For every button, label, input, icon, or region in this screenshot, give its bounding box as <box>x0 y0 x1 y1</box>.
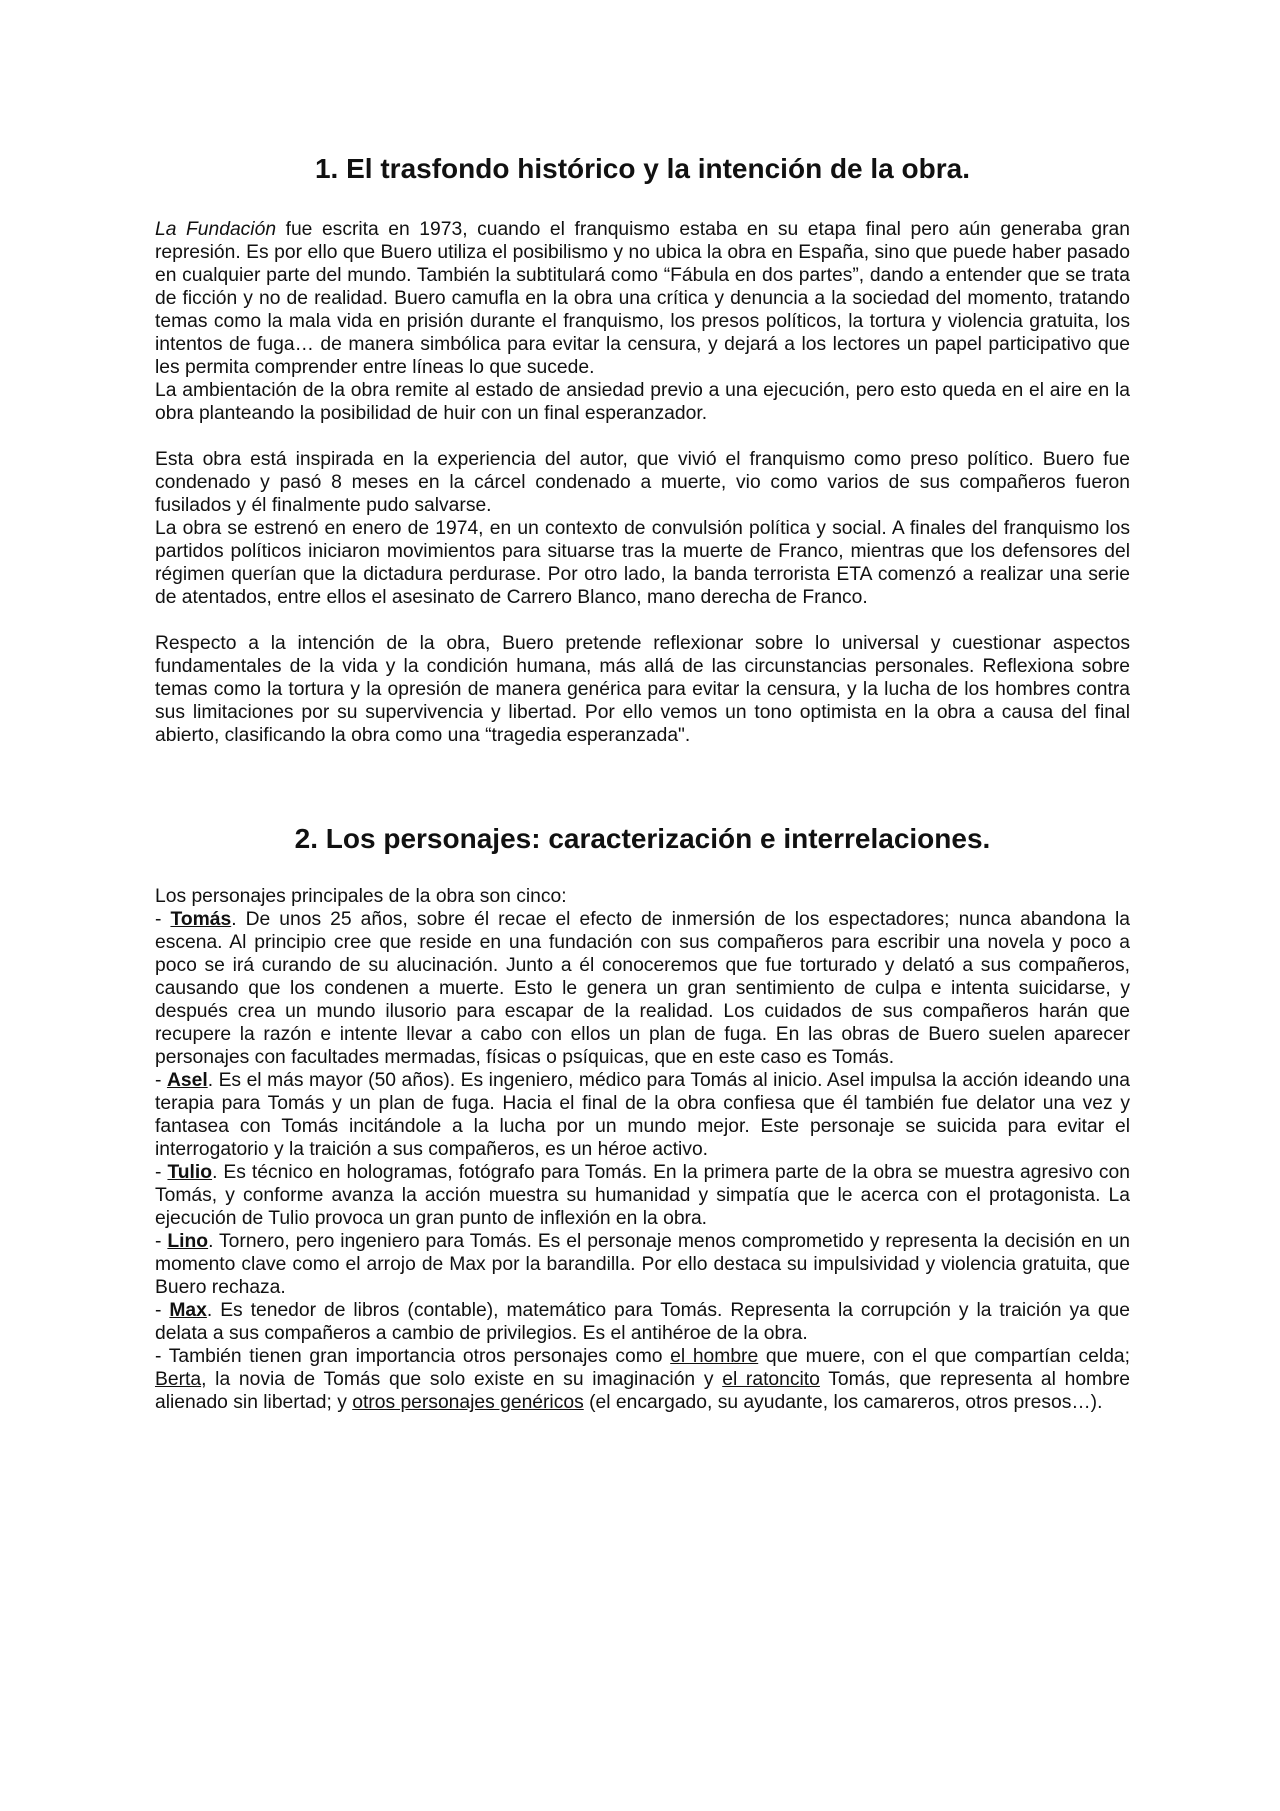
underlined-term: otros personajes genéricos <box>352 1392 584 1414</box>
character-entry-asel: - Asel. Es el más mayor (50 años). Es ingeniero, médico para Tomás al inicio. Asel impulsa la acción ideando una terapia para Tomás y un plan de fuga. Hacia el final de la obra confiesa que él también fue delator una vez y fantasea con Tomás incitándole a la lucha por un mundo mejor. Este personaje se suicida para evitar el interrogatorio y la traición a sus compañeros, es un héroe activo. <box>155 1070 1130 1161</box>
section-1-paragraph-5: Respecto a la intención de la obra, Buero pretende reflexionar sobre lo universal y cuestionar aspectos fundamentales de la vida y la condición humana, más allá de las circunstancias personales. Reflexiona sobre temas como la tortura y la opresión de manera genérica para evitar la censura, y la lucha de los hombres contra sus limitaciones por su supervivencia y libertad. Por ello vemos un tono optimista en la obra a causa del final abierto, clasificando la obra como una “tragedia esperanzada". <box>155 632 1130 746</box>
character-name: Tulio <box>167 1162 213 1184</box>
work-title: La Fundación <box>155 218 277 240</box>
character-name: Asel <box>166 1070 208 1092</box>
section-1-paragraph-1: La Fundación fue escrita en 1973, cuando el franquismo estaba en su etapa final pero aún generaba gran represión. Es por ello que Buero utiliza el posibilismo y no ubica la obra en España, sino que puede haber pasado en cualquier parte del mundo. También la subtitulará como “Fábula en dos partes”, dando a entender que se trata de ficción y no de realidad. Buero camufla en la obra una crítica y denuncia a la sociedad del momento, tratando temas como la mala vida en prisión durante el franquismo, los presos políticos, la tortura y violencia gratuita, los intentos de fuga… de manera simbólica para evitar la censura, y dejará a los lectores un papel participativo que les permita comprender entre líneas lo que sucede. <box>155 218 1130 378</box>
character-entry-lino: - Lino. Tornero, pero ingeniero para Tomás. Es el personaje menos comprometido y representa la decisión en un momento clave como el arrojo de Max por la barandilla. Por ello destaca su impulsividad y violencia gratuita, que Buero rechaza. <box>155 1231 1130 1299</box>
character-name: Tomás <box>170 909 232 931</box>
underlined-term: el ratoncito <box>722 1369 820 1391</box>
section-1-paragraph-4: La obra se estrenó en enero de 1974, en un contexto de convulsión política y social. A finales del franquismo los partidos políticos iniciaron movimientos para situarse tras la muerte de Franco, mientras que los defensores del régimen querían que la dictadura perdurase. Por otro lado, la banda terrorista ETA comenzó a realizar una serie de atentados, entre ellos el asesinato de Carrero Blanco, mano derecha de Franco. <box>155 517 1130 608</box>
other-characters-entry: - También tienen gran importancia otros personajes como el hombre que muere, con el que compartían celda; Berta, la novia de Tomás que solo existe en su imaginación y el ratoncito Tomás, que representa al hombre alienado sin libertad; y otros personajes genéricos (el encargado, su ayudante, los camareros, otros presos…). <box>155 1346 1130 1414</box>
character-name: Lino <box>167 1231 209 1253</box>
underlined-term: Berta <box>155 1369 202 1391</box>
section-1-title: 1. El trasfondo histórico y la intención de la obra. <box>314 153 970 184</box>
section-2-title: 2. Los personajes: caracterización e interrelaciones. <box>294 822 991 854</box>
underlined-term: el hombre <box>670 1346 759 1368</box>
character-entry-tulio: - Tulio. Es técnico en hologramas, fotógrafo para Tomás. En la primera parte de la obra se muestra agresivo con Tomás, y conforme avanza la acción muestra su humanidad y simpatía que le acerca con el protagonista. La ejecución de Tulio provoca un gran punto de inflexión en la obra. <box>155 1162 1131 1230</box>
section-1-paragraph-2: La ambientación de la obra remite al estado de ansiedad previo a una ejecución, pero esto queda en el aire en la obra planteando la posibilidad de huir con un final esperanzador. <box>155 379 1130 424</box>
document-page <box>155 152 1130 1414</box>
character-entry-max: - Max. Es tenedor de libros (contable), matemático para Tomás. Representa la corrupción y la traición ya que delata a sus compañeros a cambio de privilegios. Es el antihéroe de la obra. <box>155 1300 1130 1345</box>
section-2-intro: Los personajes principales de la obra son cinco: <box>155 886 567 908</box>
section-1-paragraph-3: Esta obra está inspirada en la experiencia del autor, que vivió el franquismo como preso político. Buero fue condenado y pasó 8 meses en la cárcel condenado a muerte, vio como varios de sus compañeros fueron fusilados y él finalmente pudo salvarse. <box>155 448 1130 516</box>
character-name: Max <box>169 1300 207 1322</box>
character-entry-tomas: - Tomás. De unos 25 años, sobre él recae el efecto de inmersión de los espectadores; nunca abandona la escena. Al principio cree que reside en una fundación con sus compañeros para escribir una novela y poco a poco se irá curando de su alucinación. Junto a él conoceremos que fue torturado y delató a sus compañeros, causando que los condenen a muerte. Esto le genera un gran sentimiento de culpa e intenta suicidarse, y después crea un mundo ilusorio para escapar de la realidad. Los cuidados de sus compañeros harán que recupere la razón e intente llevar a cabo con ellos un plan de fuga. En las obras de Buero suelen aparecer personajes con facultades mermadas, físicas o psíquicas, que en este caso es Tomás. <box>155 909 1130 1069</box>
